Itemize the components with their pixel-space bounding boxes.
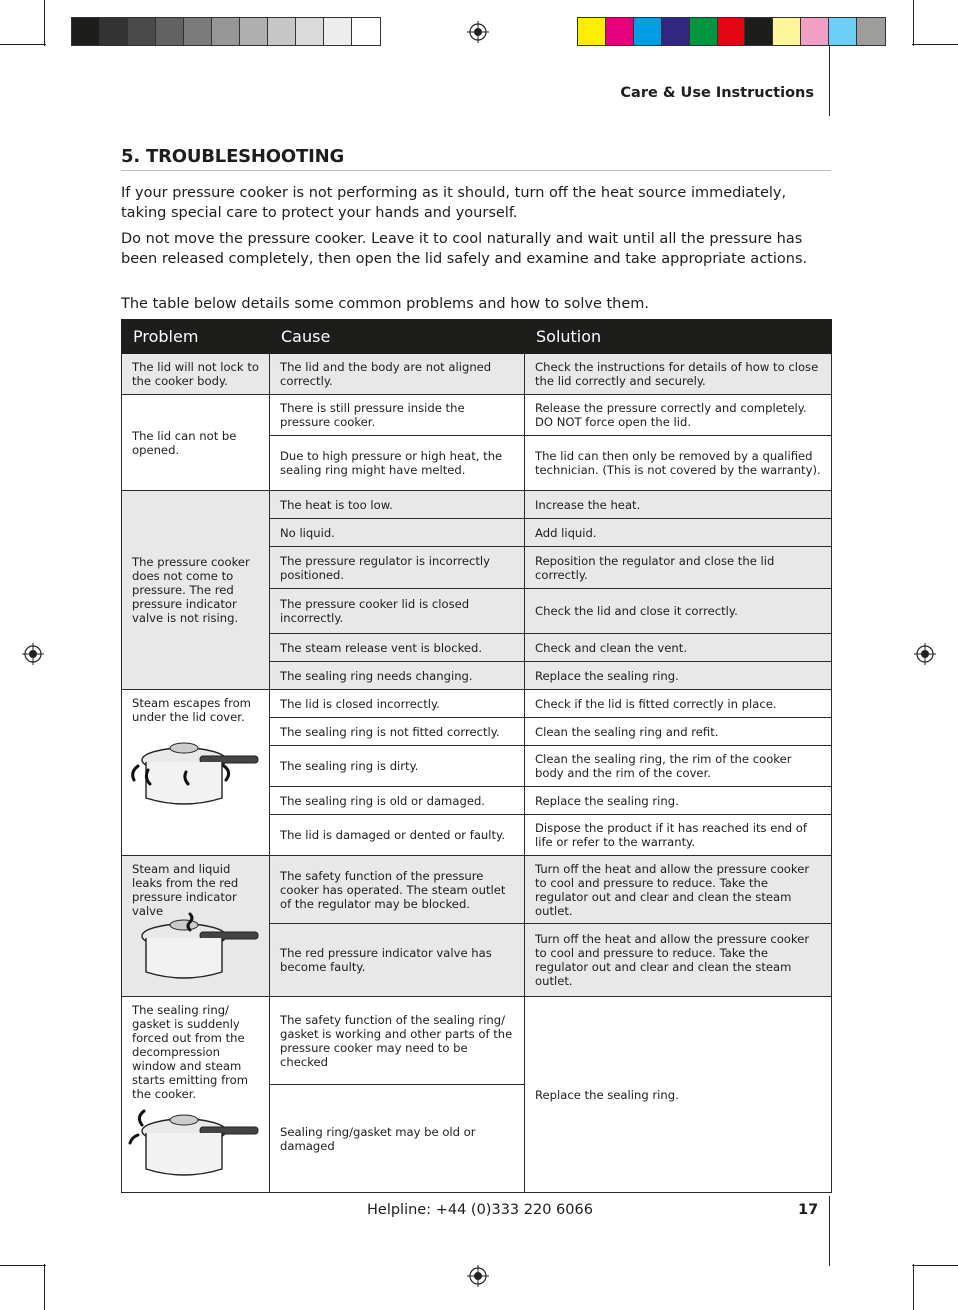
table-row xyxy=(122,856,832,924)
steam-leak-cooker-illustration xyxy=(124,730,264,812)
table-row xyxy=(122,997,832,1085)
valve-leak-cooker-illustration xyxy=(124,912,264,984)
process-color-bar xyxy=(577,17,886,46)
color-swatch xyxy=(184,18,212,45)
section-title: 5. TROUBLESHOOTING xyxy=(121,146,345,167)
cause-cell: The lid and the body are not aligned correctly. xyxy=(270,354,525,395)
crop-mark xyxy=(913,0,914,46)
cause-cell: The lid is closed incorrectly. xyxy=(270,690,525,718)
cause-cell: There is still pressure inside the pressure cooker. xyxy=(270,395,525,436)
color-swatch xyxy=(773,18,801,45)
crop-mark xyxy=(912,1265,958,1266)
solution-cell: Check if the lid is fitted correctly in place. xyxy=(525,690,832,718)
cause-cell: The red pressure indicator valve has become faulty. xyxy=(270,924,525,997)
cause-cell: Due to high pressure or high heat, the sealing ring might have melted. xyxy=(270,436,525,491)
problem-text: The sealing ring/ gasket is suddenly forced out from the decompression window and steam starts emitting from the cooker. xyxy=(132,1003,249,1101)
registration-mark-icon xyxy=(914,643,936,665)
color-swatch xyxy=(745,18,773,45)
solution-cell: Clean the sealing ring, the rim of the cooker body and the rim of the cover. xyxy=(525,746,832,787)
color-swatch xyxy=(100,18,128,45)
color-swatch xyxy=(829,18,857,45)
color-swatch xyxy=(662,18,690,45)
color-swatch xyxy=(268,18,296,45)
cause-cell: The heat is too low. xyxy=(270,491,525,519)
problem-text: Steam and liquid leaks from the red pressure indicator valve xyxy=(132,862,239,918)
column-header-problem: Problem xyxy=(122,320,270,354)
registration-mark-icon xyxy=(467,21,489,43)
problem-cell: The lid can not be opened. xyxy=(122,395,270,491)
color-swatch xyxy=(324,18,352,45)
column-header-solution: Solution xyxy=(525,320,832,354)
color-swatch xyxy=(801,18,829,45)
table-row xyxy=(122,395,832,436)
cause-cell: The sealing ring needs changing. xyxy=(270,662,525,690)
solution-cell: Dispose the product if it has reached its end of life or refer to the warranty. xyxy=(525,815,832,856)
table-row xyxy=(122,491,832,519)
solution-cell: The lid can then only be removed by a qualified technician. (This is not covered by the warranty). xyxy=(525,436,832,491)
cause-cell: The sealing ring is dirty. xyxy=(270,746,525,787)
cause-cell: The sealing ring is not fitted correctly. xyxy=(270,718,525,746)
intro-paragraph: Do not move the pressure cooker. Leave it to cool naturally and wait until all the pressure has been released completely, then open the lid safely and examine and take appropriate actions. xyxy=(121,231,808,267)
color-swatch xyxy=(634,18,662,45)
color-swatch xyxy=(240,18,268,45)
problem-cell xyxy=(122,856,270,997)
color-swatch xyxy=(296,18,324,45)
problem-cell xyxy=(122,690,270,856)
table-header-row xyxy=(122,320,832,354)
troubleshooting-table xyxy=(121,319,832,1193)
color-swatch xyxy=(212,18,240,45)
grayscale-color-bar xyxy=(71,17,381,46)
bleed-line xyxy=(829,46,830,116)
color-swatch xyxy=(72,18,100,45)
cause-cell: The lid is damaged or dented or faulty. xyxy=(270,815,525,856)
solution-cell: Clean the sealing ring and refit. xyxy=(525,718,832,746)
color-swatch xyxy=(128,18,156,45)
problem-text: Steam escapes from under the lid cover. xyxy=(132,696,251,724)
cause-cell: The pressure regulator is incorrectly positioned. xyxy=(270,547,525,589)
color-swatch xyxy=(578,18,606,45)
color-swatch xyxy=(606,18,634,45)
problem-cell: The lid will not lock to the cooker body. xyxy=(122,354,270,395)
crop-mark xyxy=(0,1265,46,1266)
cause-cell: The steam release vent is blocked. xyxy=(270,634,525,662)
cause-cell: Sealing ring/gasket may be old or damaged xyxy=(270,1085,525,1193)
color-swatch xyxy=(156,18,184,45)
crop-mark xyxy=(912,44,958,45)
crop-mark xyxy=(913,1264,914,1310)
cause-cell: No liquid. xyxy=(270,519,525,547)
column-header-cause: Cause xyxy=(270,320,525,354)
table-row xyxy=(122,690,832,718)
problem-cell: The pressure cooker does not come to pressure. The red pressure indicator valve is not rising. xyxy=(122,491,270,690)
color-swatch xyxy=(857,18,885,45)
title-divider xyxy=(121,170,831,171)
color-swatch xyxy=(718,18,746,45)
solution-cell: Turn off the heat and allow the pressure cooker to cool and pressure to reduce. Take the regulator out and clear and clean the steam outlet. xyxy=(525,856,832,924)
table-row xyxy=(122,354,832,395)
registration-mark-icon xyxy=(467,1265,489,1287)
cause-cell: The pressure cooker lid is closed incorrectly. xyxy=(270,589,525,634)
intro-paragraph: The table below details some common problems and how to solve them. xyxy=(121,296,650,312)
crop-mark xyxy=(44,1264,45,1310)
running-header: Care & Use Instructions xyxy=(620,85,814,101)
helpline: Helpline: +44 (0)333 220 6066 xyxy=(367,1202,593,1218)
solution-cell: Release the pressure correctly and completely. DO NOT force open the lid. xyxy=(525,395,832,436)
solution-cell: Increase the heat. xyxy=(525,491,832,519)
solution-cell: Replace the sealing ring. xyxy=(525,997,832,1193)
registration-mark-icon xyxy=(22,643,44,665)
crop-mark xyxy=(44,0,45,46)
solution-cell: Check the lid and close it correctly. xyxy=(525,589,832,634)
bleed-line xyxy=(829,1196,830,1266)
cause-cell: The safety function of the pressure cooker has operated. The steam outlet of the regulator may be blocked. xyxy=(270,856,525,924)
solution-cell: Add liquid. xyxy=(525,519,832,547)
cause-cell: The sealing ring is old or damaged. xyxy=(270,787,525,815)
color-swatch xyxy=(352,18,380,45)
solution-cell: Check and clean the vent. xyxy=(525,634,832,662)
solution-cell: Turn off the heat and allow the pressure cooker to cool and pressure to reduce. Take the regulator out and clear and clean the steam outlet. xyxy=(525,924,832,997)
intro-paragraph: If your pressure cooker is not performing as it should, turn off the heat source immediately, taking special care to protect your hands and yourself. xyxy=(121,185,787,221)
page-number: 17 xyxy=(798,1202,819,1218)
color-swatch xyxy=(690,18,718,45)
solution-cell: Reposition the regulator and close the lid correctly. xyxy=(525,547,832,589)
problem-cell xyxy=(122,997,270,1193)
solution-cell: Replace the sealing ring. xyxy=(525,787,832,815)
crop-mark xyxy=(0,44,46,45)
solution-cell: Replace the sealing ring. xyxy=(525,662,832,690)
solution-cell: Check the instructions for details of how to close the lid correctly and securely. xyxy=(525,354,832,395)
gasket-forced-cooker-illustration xyxy=(124,1105,264,1185)
cause-cell: The safety function of the sealing ring/ gasket is working and other parts of the pressure cooker may need to be checked xyxy=(270,997,525,1085)
